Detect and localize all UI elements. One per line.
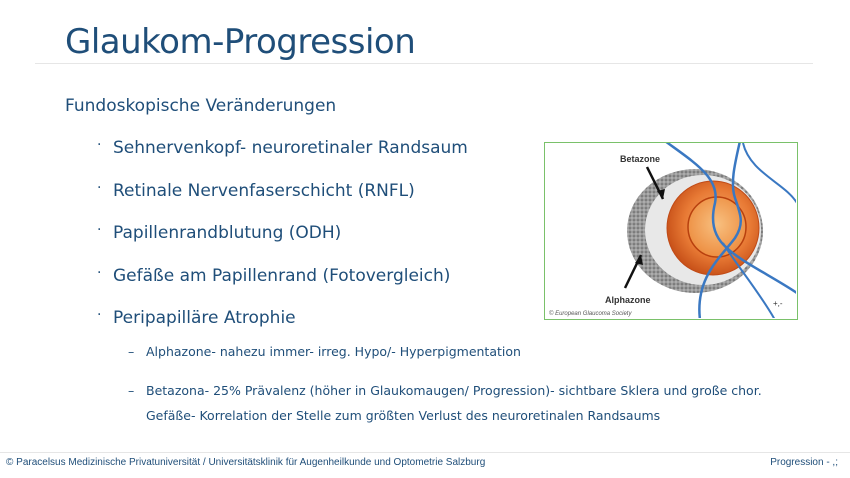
title-divider (35, 63, 813, 64)
bullet-marker: · (97, 264, 102, 281)
bullet-text: Sehnervenkopf- neuroretinaler Randsaum (113, 138, 468, 158)
figure-corner-mark: +,- (773, 299, 783, 308)
slide-title: Glaukom-Progression (65, 22, 416, 62)
bullet-text: Peripapilläre Atrophie (113, 308, 296, 328)
bullet-marker: · (97, 307, 102, 323)
bullet-marker: · (97, 137, 102, 153)
bullet-text: Gefäße am Papillenrand (Fotovergleich) (113, 265, 451, 286)
optic-disc-diagram (544, 142, 798, 320)
footer-copyright: © Paracelsus Medizinische Privatuniversität / Universitätsklinik für Augenheilkunde und Optometrie Salzburg (6, 457, 486, 468)
slide-subtitle: Fundoskopische Veränderungen (65, 96, 337, 116)
bullet-item (95, 181, 468, 224)
sub-bullet-item (128, 378, 806, 428)
vessel-right (743, 143, 796, 203)
footer-divider (0, 452, 850, 453)
sub-bullet-item (128, 340, 806, 364)
sub-bullet-text: Alphazone- nahezu immer- irreg. Hypo/- Hyperpigmentation (146, 344, 521, 359)
diagram-svg (545, 143, 796, 318)
bullet-marker: · (97, 179, 102, 196)
footer-page-label: Progression - ,; (770, 457, 838, 468)
bullet-item (95, 266, 468, 309)
bullet-list (95, 138, 468, 351)
bullet-text: Papillenrandblutung (ODH) (113, 223, 342, 243)
sub-bullet-list (128, 340, 806, 428)
bullet-item (95, 223, 468, 266)
figure-copyright: © European Glaucoma Society (549, 311, 632, 317)
beta-zone-label: Betazone (620, 154, 661, 164)
bullet-text: Retinale Nervenfaserschicht (RNFL) (113, 180, 415, 201)
sub-bullet-marker: – (128, 383, 135, 398)
alpha-zone-label: Alphazone (605, 295, 651, 305)
sub-bullet-marker: – (128, 344, 135, 359)
sub-bullet-text: Betazona- 25% Prävalenz (höher in Glaukomaugen/ Progression)- sichtbare Sklera und große chor. Gefäße- Korrelation der Stelle zum größten Verlust des neuroretinalen Randsaums (146, 383, 762, 423)
bullet-marker: · (97, 222, 102, 238)
bullet-item (95, 138, 468, 181)
